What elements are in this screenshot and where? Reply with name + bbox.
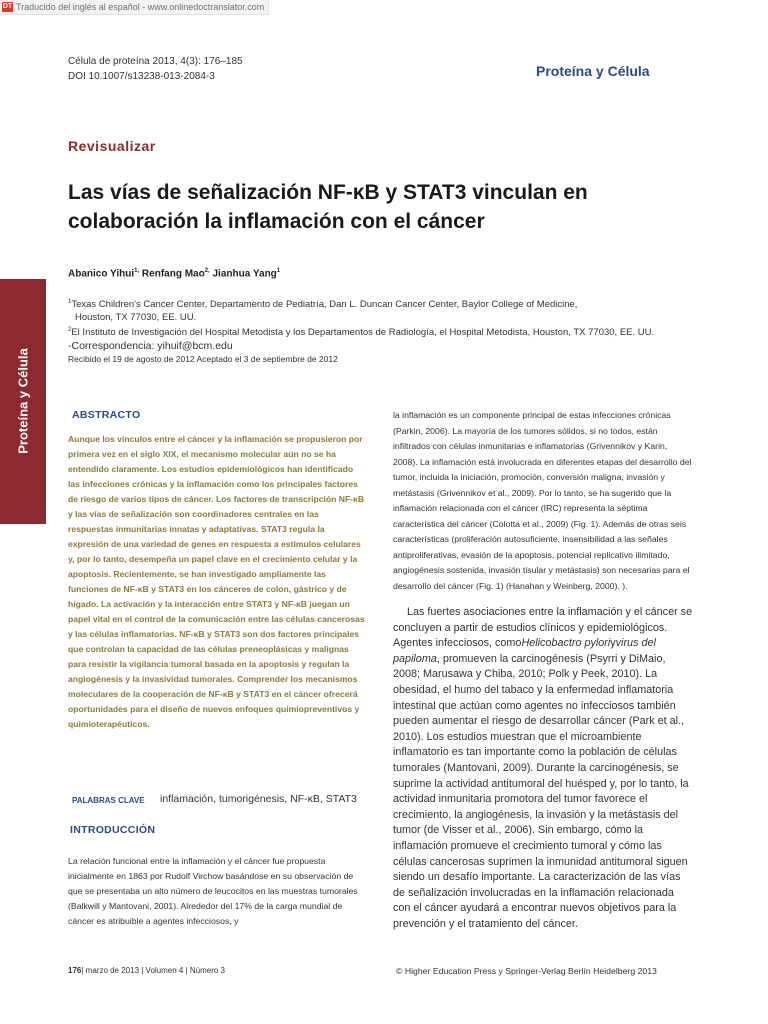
author-list (68, 268, 280, 279)
body-paragraph: la inflamación es un componente principal de estas infecciones crónicas (Parkin, 2006). La mayoría de los tumores sólidos, si no todos, están infiltrados con células inmunitarias e inflamatorias (Grivennikov y Karin, 2008). La inflamación está involucrada en diferentes etapas del desarrollo del tumor, incluida la iniciación, promoción, conversión maligna, invasión y metástasis (Grivennikov et al., 2009). Por lo tanto, se ha sugerido que la inflamación relacionada con el cáncer (IRC) representa la séptima característica del cáncer (Colotta et al., 2009) (Fig. 1). Además de otras seis características (proliferación autosuficiente, insensibilidad a las señales antiproliferativas, evasión de la apoptosis, potencial replicativo ilimitado, angiogénesis sostenida, invasión tisular y metástasis) son necesarias para el desarrollo del cáncer (Fig. 1) (Hanahan y Weinberg, 2000). ). (393, 410, 692, 591)
affiliation (68, 324, 688, 339)
issue-info: | marzo de 2013 | Volumen 4 | Número 3 (81, 966, 226, 975)
body-italic: virus del papiloma (393, 637, 656, 665)
correspondence: -Correspondencia: yihuif@bcm.edu (68, 340, 233, 353)
affiliation-text: El Instituto de Investigación del Hospital Metodista y los Departamentos de Radiología, el Hospital Metodista, Houston, TX 77030, EE. UU. (71, 327, 655, 339)
author-mark: 1, (134, 268, 140, 274)
doc-translator-icon: DT (2, 3, 13, 10)
abstract-heading: ABSTRACTO (72, 409, 141, 421)
affiliation-text: Texas Children's Cancer Center, Departamento de Pediatría, Dan L. Duncan Cancer Center, Baylor College of Medicine, (71, 299, 578, 311)
keywords-text: inflamación, tumorigénesis, NF-κB, STAT3 (160, 793, 357, 805)
affiliation-mark: 2 (68, 327, 72, 334)
affiliation-text-cont: Houston, TX 77030, EE. UU. (75, 312, 197, 324)
abstract-text: Aunque los vínculos entre el cáncer y la inflamación se propusieron por primera vez en el siglo XIX, el mecanismo molecular aún no se ha entendido claramente. Los estudios epidemiológicos han identificado las infecciones crónicas y la inflamación como los principales factores de riesgo de varios tipos de cáncer. Los factores de transcripción NF-κB y las vías de señalización son coordinadores centrales en las respuestas inmunitarias innatas y adaptativas. STAT3 regula la expresión de una variedad de genes en respuesta a estímulos celulares y, por lo tanto, desempeña un papel clave en el crecimiento celular y la apoptosis. Recientemente, se han investigado ampliamente las funciones de NF-κB y STAT3 en los cánceres de colon, gástrico y de hígado. La activación y la interacción entre STAT3 y NF-κB juegan un papel vital en el control de la comunicación entre las células cancerosas y las células inflamatorias. NF-κB y STAT3 son dos factores principales que controlan la capacidad de las células preneoplásicas y malignas para resistir la vigilancia tumoral basada en la apoptosis y regulan la angiogénesis y la invasividad tumorales. Comprender los mecanismos moleculares de la cooperación de NF-κB y STAT3 en el cáncer ofrecerá oportunidades para el diseño de nuevos enfoques quimiopreventivos y quimioterapéuticos. (68, 434, 365, 729)
page-number: 176 (68, 966, 82, 975)
doi: DOI 10.1007/s13238-013-2084-3 (68, 71, 215, 82)
journal-sidebar (0, 279, 46, 524)
author-name: Renfang Mao (141, 268, 205, 280)
introduction-heading: INTRODUCCIÓN (70, 824, 156, 836)
introduction-text: La relación funcional entre la inflamación y el cáncer fue propuesta inicialmente en 1863 por Rudolf Virchow basándose en su observación de que se presentaba un alto número de leucocitos en las muestras tumorales (Balkwill y Mantovani, 2001). Alrededor del 17% de la carga mundial de cáncer es atribuible a agentes infecciosos, y (68, 856, 358, 926)
body-text: y (610, 637, 616, 650)
journal-citation: Célula de proteína 2013, 4(3): 176–185 (68, 56, 243, 67)
journal-name: Proteína y Célula (536, 63, 650, 79)
sidebar-text: Proteína y Célula (15, 348, 31, 454)
journal-citation-block (68, 54, 243, 84)
footer-issue (68, 966, 225, 975)
body-paragraph (393, 605, 693, 932)
author-mark: 1 (276, 268, 281, 274)
author-name: Abanico Yihui (68, 268, 135, 280)
translator-banner[interactable] (0, 0, 269, 15)
affiliation (68, 296, 688, 311)
footer-copyright: © Higher Education Press y Springer-Verlag Berlín Heidelberg 2013 (396, 966, 657, 976)
affiliation-mark: 1 (68, 299, 72, 305)
received-dates: Recibido el 19 de agosto de 2012 Aceptado el 3 de septiembre de 2012 (68, 354, 338, 364)
body-text: Las fuertes asociaciones entre la inflamación y el cáncer se concluyen a partir de estudios clínicos y epidemiológicos. Agentes infecciosos, como (393, 606, 693, 650)
author-name: Jianhua Yang (212, 268, 277, 280)
body-text: , promueven la carcinogénesis (Psyrri y DiMaio, 2008; Marusawa y Chiba, 2010; Polk y Peek, 2010). La obesidad, el humo del tabaco y la enfermedad inflamatoria intestinal que actúan como agentes no infecciosos también pueden aumentar el riesgo de desarrollar cáncer (Park et al., 2010). Los estudios muestran que el microambiente inflamatorio es tan importante como la población de células tumorales (Mantovani, 2009). Durante la carcinogénesis, se suprime la actividad antitumoral del huésped y, por lo tanto, la actividad inmunitaria promotora del tumor favorece el crecimiento, la angiogénesis, la invasión y la metástasis del tumor (de Visser et al., 2006). Sin embargo, cómo la inflamación promueve el crecimiento tumoral y cómo las células cancerosas suprimen la inmunidad antitumoral siguen siendo un desafío importante. La caracterización de las vías de señalización involucradas en la inflamación relacionada con el cáncer ayudará a encontrar nuevos objetivos para la prevención y el tratamiento del cáncer. (393, 652, 689, 930)
translator-banner-text[interactable]: Traducido del inglés al español - www.onlinedoctranslator.com (16, 2, 265, 12)
article-type: Revisualizar (68, 138, 156, 154)
body-italic: Helicobactro pylori (521, 637, 611, 650)
affiliations (68, 296, 688, 353)
article-title: Las vías de señalización NF-κB y STAT3 vinculan en colaboración la inflamación con el cáncer (68, 181, 588, 233)
author-mark: 2, (204, 268, 210, 274)
keywords-label: PALABRAS CLAVE (72, 796, 145, 805)
